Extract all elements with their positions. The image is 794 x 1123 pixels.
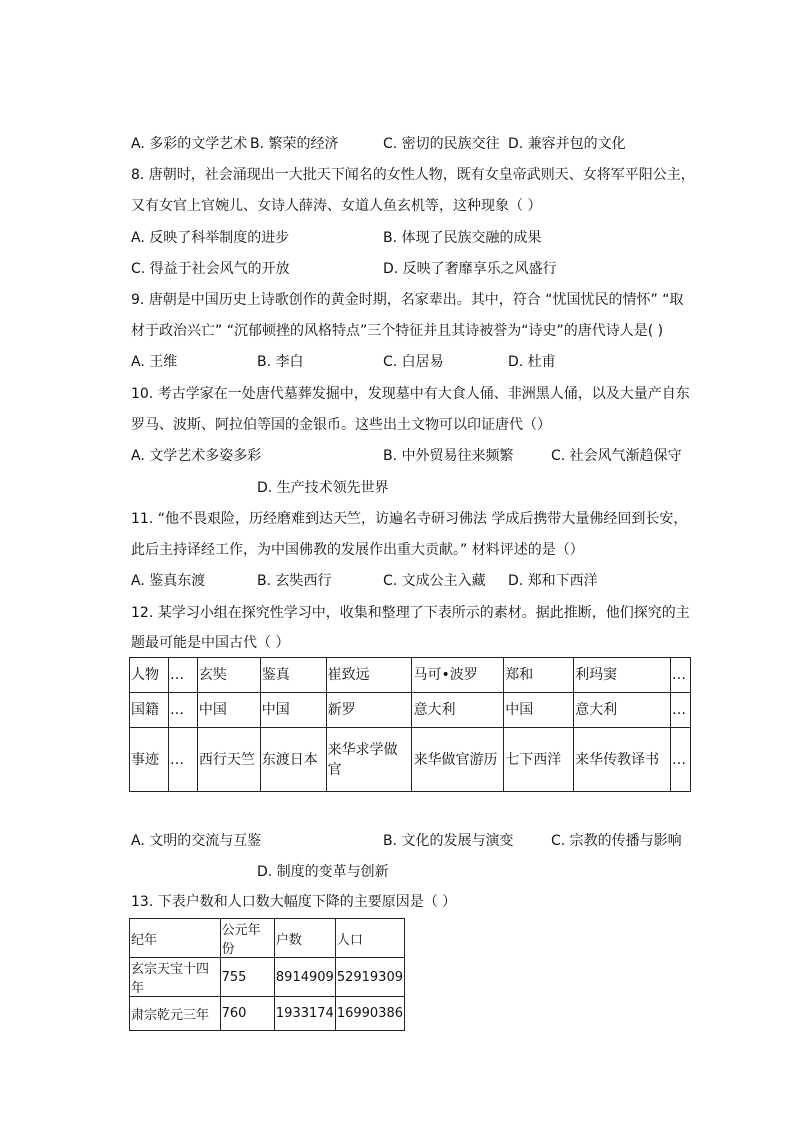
table-cell: 1933174 [274,997,335,1031]
q10-stem-line-1: 10. 考古学家在一处唐代墓葬发掘中，发现墓中有大食人俑、非洲黑人俑，以及大量产自东 [131,386,690,402]
q7-option-c[interactable]: C. 密切的民族交往 [383,136,500,152]
q7-option-d[interactable]: D. 兼容并包的文化 [508,136,626,152]
table-cell: 七下西洋 [504,728,574,792]
table-cell: 肃宗乾元三年 [130,997,221,1031]
q11-stem-line-2: 此后主持译经工作，为中国佛教的发展作出重大贡献。” 材料评述的是（） [131,542,584,558]
q10-option-a[interactable]: A. 文学艺术多姿多彩 [131,448,262,464]
table-row [130,658,691,693]
table-cell: 鉴真 [260,658,326,693]
q12-option-b[interactable]: B. 文化的发展与演变 [383,833,514,849]
q11-stem-line-1: 11. “他不畏艰险，历经磨难到达天竺，访遍名寺研习佛法 学成后携带大量佛经回到长安， [131,511,688,527]
table-cell: 国籍 [130,693,169,728]
table-cell: 人物 [130,658,169,693]
table-cell: 760 [220,997,274,1031]
q12-option-a[interactable]: A. 文明的交流与互鉴 [131,833,262,849]
q13-population-table [129,918,405,1031]
table-cell: 8914909 [274,958,335,997]
q7-option-a[interactable]: A. 多彩的文学艺术 [131,136,248,152]
table-cell: 玄奘 [197,658,260,693]
q8-stem-line-1: 8. 唐朝时，社会涌现出一大批天下闻名的女性人物，既有女皇帝武则天、女将军平阳公主， [131,167,695,183]
q10-stem-line-2: 罗马、波斯、阿拉伯等国的金银币。这些出土文物可以印证唐代（） [131,417,551,433]
table-cell: … [670,658,690,693]
table-row [130,997,405,1031]
table-cell: 意大利 [412,693,504,728]
q8-stem-line-2: 又有女官上官婉儿、女诗人薛涛、女道人鱼玄机等，这种现象（ ） [131,198,542,214]
table-row [130,728,691,792]
table-cell: 52919309 [335,958,404,997]
table-cell: … [168,693,197,728]
q8-option-b[interactable]: B. 体现了民族交融的成果 [383,230,542,246]
table-cell: 事迹 [130,728,169,792]
q12-option-d[interactable]: D. 制度的变革与创新 [257,864,389,880]
q9-option-b[interactable]: B. 李白 [257,354,304,370]
q12-option-c[interactable]: C. 宗教的传播与影响 [551,833,682,849]
q13-stem-line-1: 13. 下表户数和人口数大幅度下降的主要原因是（ ） [131,894,457,910]
table-cell: 玄宗天宝十四年 [130,958,221,997]
table-cell: 纪年 [130,919,221,958]
table-cell: 新罗 [326,693,412,728]
q11-option-b[interactable]: B. 玄奘西行 [257,573,332,589]
q9-option-c[interactable]: C. 白居易 [383,354,444,370]
table-cell: 郑和 [504,658,574,693]
table-cell: 户数 [274,919,335,958]
q11-option-d[interactable]: D. 郑和下西洋 [508,573,598,589]
q9-option-d[interactable]: D. 杜甫 [508,354,556,370]
table-cell: 中国 [504,693,574,728]
table-cell: … [168,728,197,792]
q12-stem-line-2: 题最可能是中国古代（ ） [131,635,290,651]
table-cell: 人口 [335,919,404,958]
table-row [130,919,405,958]
table-cell: … [168,658,197,693]
q10-option-b[interactable]: B. 中外贸易往来频繁 [383,448,514,464]
table-cell: 马可•波罗 [412,658,504,693]
table-cell: 中国 [197,693,260,728]
table-cell: … [670,693,690,728]
q7-option-b[interactable]: B. 繁荣的经济 [250,136,339,152]
q12-material-table [129,657,691,792]
table-cell: 755 [220,958,274,997]
table-cell: 中国 [260,693,326,728]
q8-option-c[interactable]: C. 得益于社会风气的开放 [131,261,290,277]
table-cell: 东渡日本 [260,728,326,792]
q11-option-c[interactable]: C. 文成公主入藏 [383,573,486,589]
table-cell: 西行天竺 [197,728,260,792]
q8-option-a[interactable]: A. 反映了科举制度的进步 [131,230,290,246]
table-cell: 意大利 [574,693,671,728]
table-row [130,958,405,997]
table-cell: 来华传教译书 [574,728,671,792]
table-cell: 来华求学做官 [326,728,412,792]
table-row [130,693,691,728]
q10-option-c[interactable]: C. 社会风气渐趋保守 [551,448,682,464]
table-cell: 来华做官游历 [412,728,504,792]
q9-stem-line-1: 9. 唐朝是中国历史上诗歌创作的黄金时期，名家辈出。其中，符合 “忧国忧民的情怀” “取 [131,292,684,308]
q9-option-a[interactable]: A. 王维 [131,354,178,370]
table-cell: … [670,728,690,792]
q11-option-a[interactable]: A. 鉴真东渡 [131,573,206,589]
table-cell: 16990386 [335,997,404,1031]
table-cell: 崔致远 [326,658,412,693]
q9-stem-line-2: 材于政治兴亡” “沉郁顿挫的风格特点”三个特征并且其诗被誉为“诗史”的唐代诗人是( ) [131,323,664,339]
q8-option-d[interactable]: D. 反映了奢靡享乐之风盛行 [383,261,557,277]
q12-stem-line-1: 12. 某学习小组在探究性学习中，收集和整理了下表所示的素材。据此推断，他们探究的主 [131,605,690,621]
q10-option-d[interactable]: D. 生产技术领先世界 [257,480,389,496]
table-cell: 公元年份 [220,919,274,958]
table-cell: 利玛窦 [574,658,671,693]
